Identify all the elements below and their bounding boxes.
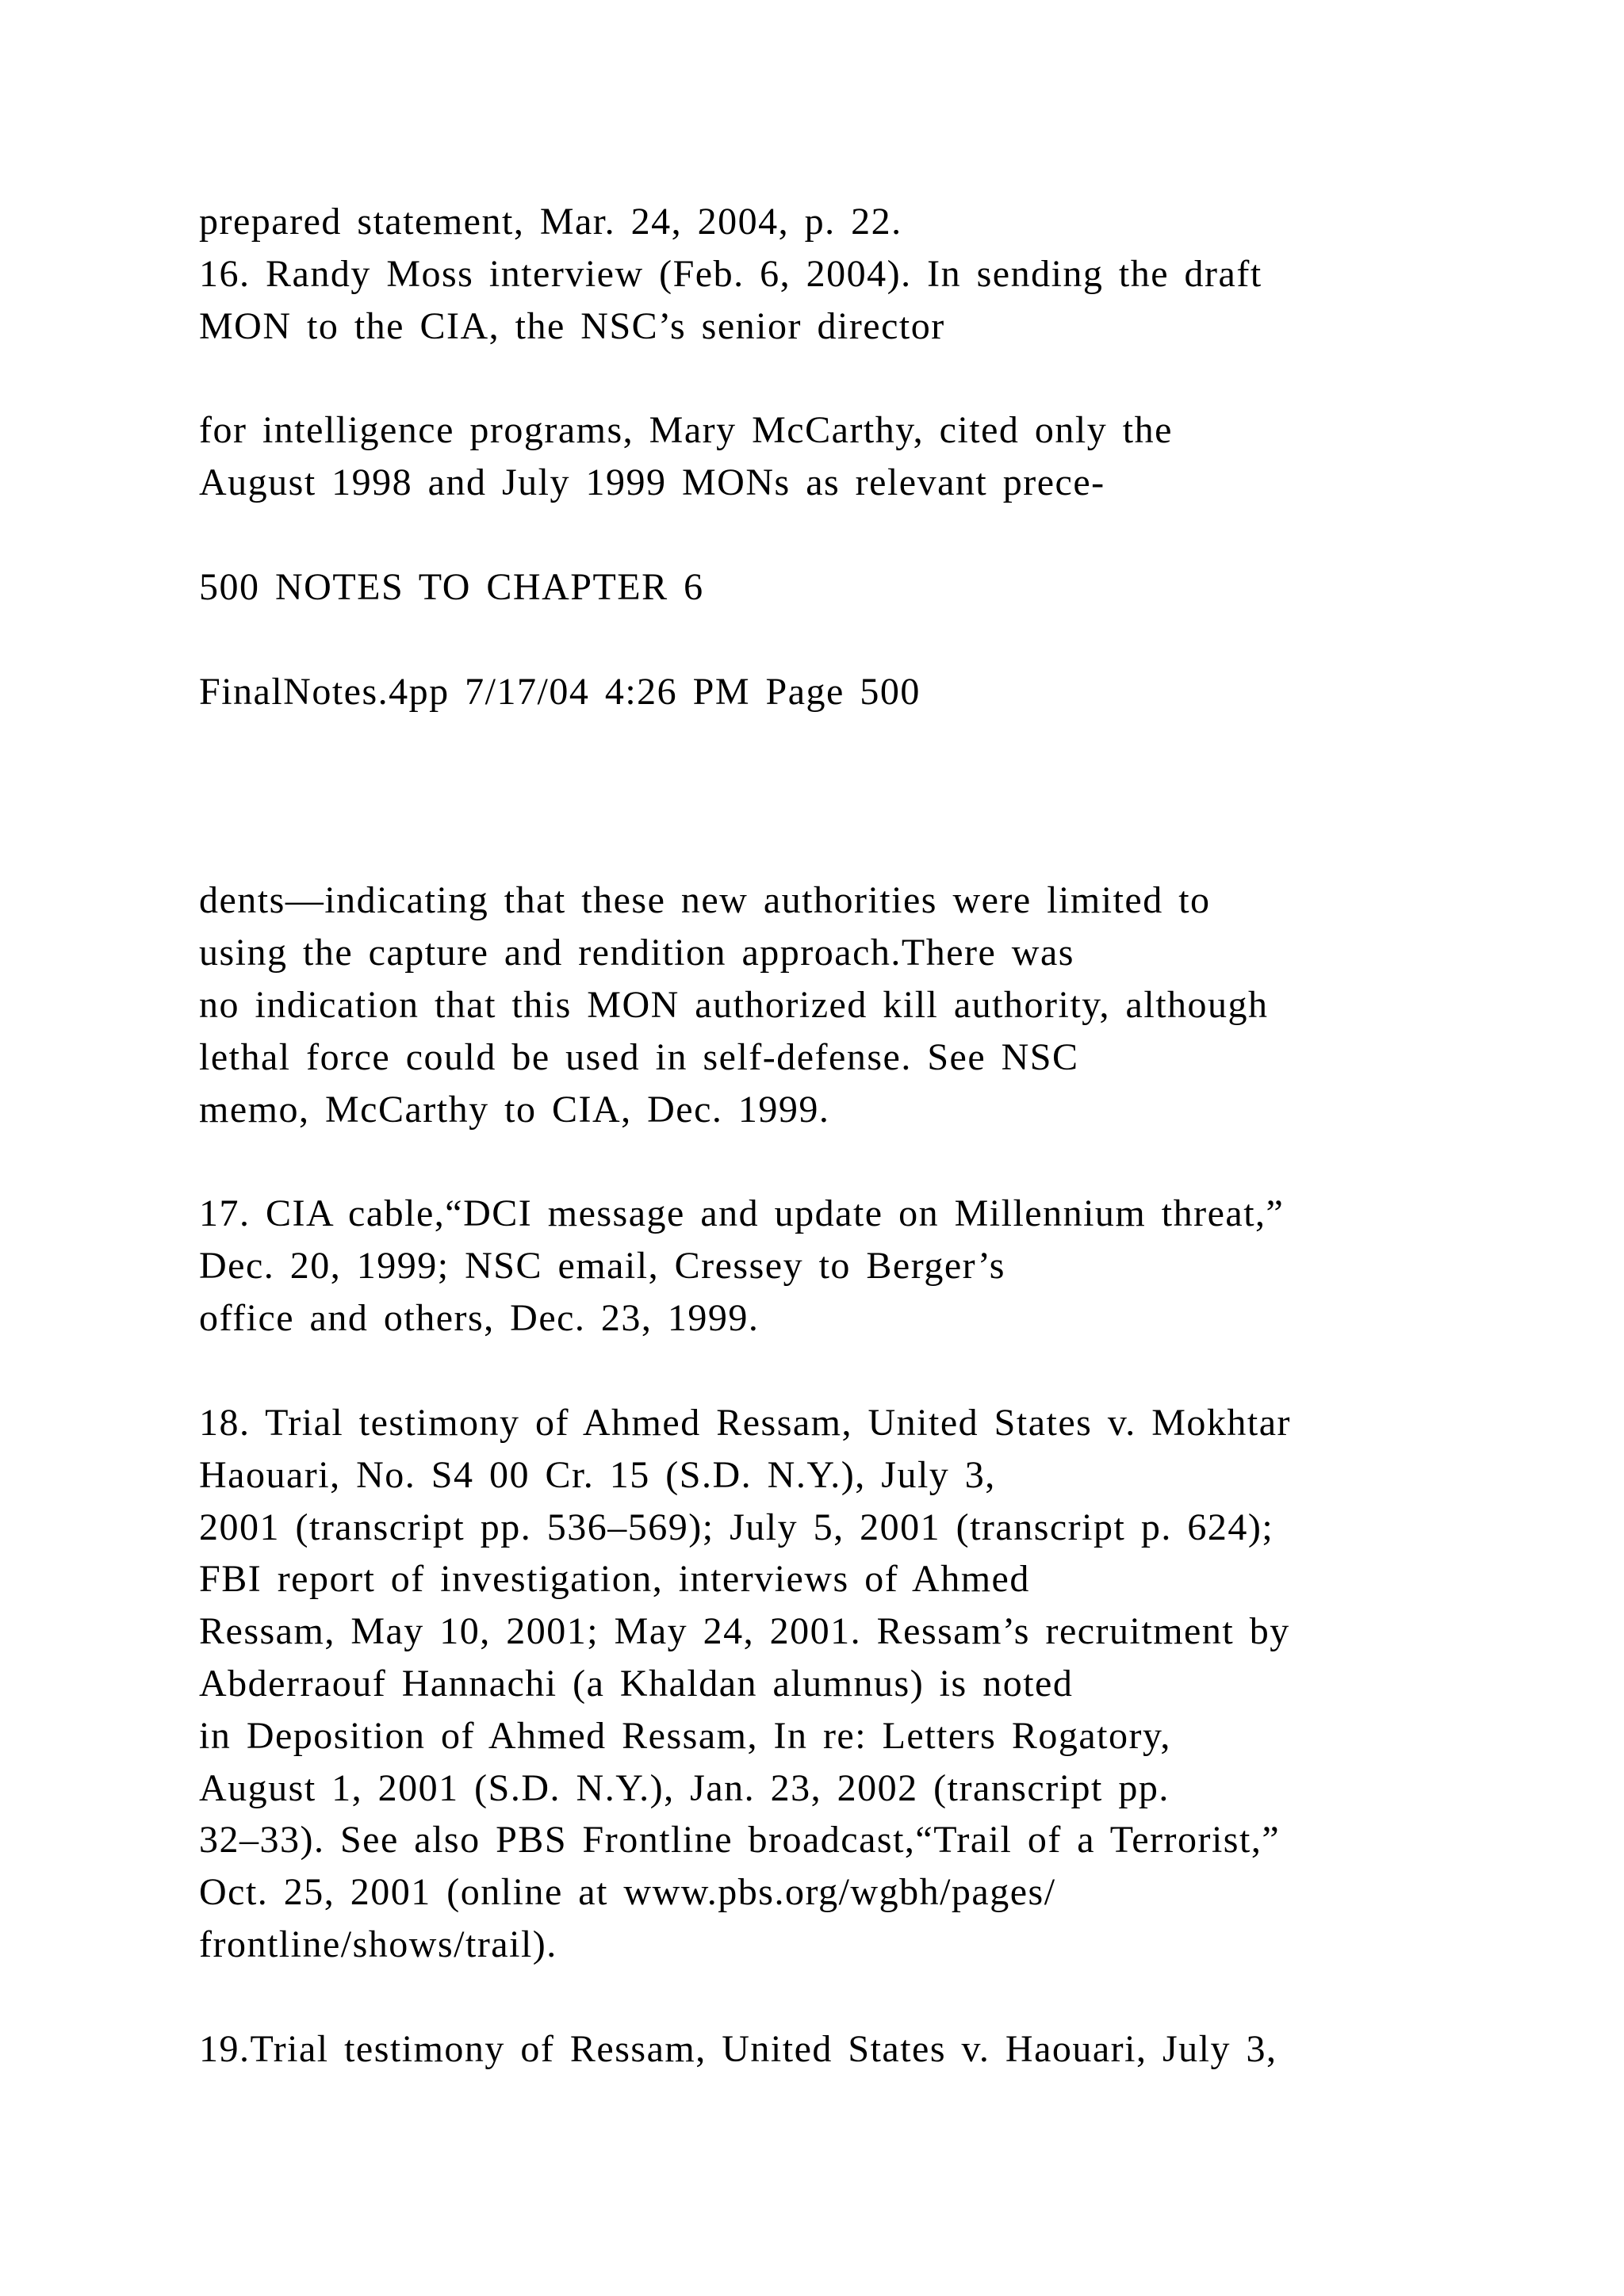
text-line: frontline/shows/trail). xyxy=(199,1923,557,1965)
text-line: no indication that this MON authorized kill authority, although xyxy=(199,984,1269,1026)
text-line: Oct. 25, 2001 (online at www.pbs.org/wgbh/pages/ xyxy=(199,1871,1056,1913)
text-line: office and others, Dec. 23, 1999. xyxy=(199,1297,760,1339)
text-line: 2001 (transcript pp. 536–569); July 5, 2001 (transcript p. 624); xyxy=(199,1506,1274,1548)
text-line: using the capture and rendition approach.There was xyxy=(199,932,1074,974)
text-line: in Deposition of Ahmed Ressam, In re: Letters Rogatory, xyxy=(199,1715,1171,1757)
text-line: August 1, 2001 (S.D. N.Y.), Jan. 23, 2002 (transcript pp. xyxy=(199,1767,1170,1809)
text-line: for intelligence programs, Mary McCarthy, cited only the xyxy=(199,409,1173,451)
text-line: 19.Trial testimony of Ressam, United States v. Haouari, July 3, xyxy=(199,2028,1277,2070)
text-line: FBI report of investigation, interviews of Ahmed xyxy=(199,1558,1030,1600)
print-slug: FinalNotes.4pp 7/17/04 4:26 PM Page 500 xyxy=(199,671,921,713)
text-line: Dec. 20, 1999; NSC email, Cressey to Berger’s xyxy=(199,1245,1005,1287)
text-line: 18. Trial testimony of Ahmed Ressam, United States v. Mokhtar xyxy=(199,1402,1291,1444)
text-line: memo, McCarthy to CIA, Dec. 1999. xyxy=(199,1089,830,1131)
running-footer: 500 NOTES TO CHAPTER 6 xyxy=(199,566,704,608)
text-line: August 1998 and July 1999 MONs as relevant prece- xyxy=(199,461,1105,503)
text-line: prepared statement, Mar. 24, 2004, p. 22. xyxy=(199,201,902,243)
text-line: lethal force could be used in self-defense. See NSC xyxy=(199,1036,1079,1078)
text-line: Ressam, May 10, 2001; May 24, 2001. Ressam’s recruitment by xyxy=(199,1610,1290,1652)
text-line: dents—indicating that these new authorities were limited to xyxy=(199,879,1211,921)
text-line: Abderraouf Hannachi (a Khaldan alumnus) is noted xyxy=(199,1663,1074,1705)
text-line: MON to the CIA, the NSC’s senior director xyxy=(199,305,945,347)
text-line: 16. Randy Moss interview (Feb. 6, 2004). In sending the draft xyxy=(199,253,1262,295)
text-line: 32–33). See also PBS Frontline broadcast,“Trail of a Terrorist,” xyxy=(199,1819,1281,1861)
text-line: Haouari, No. S4 00 Cr. 15 (S.D. N.Y.), July 3, xyxy=(199,1454,996,1496)
text-line: 17. CIA cable,“DCI message and update on Millennium threat,” xyxy=(199,1192,1285,1234)
